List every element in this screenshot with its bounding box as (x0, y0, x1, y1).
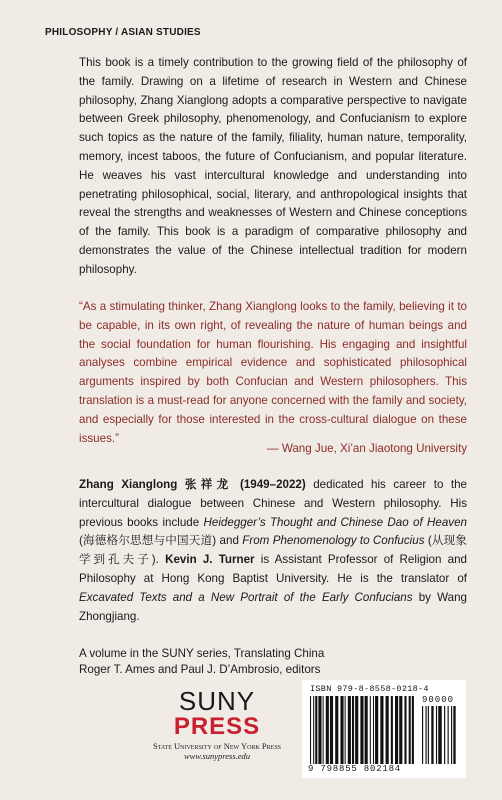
book-title-1: Heidegger’s Thought and Chinese Dao of Heaven (203, 515, 467, 529)
barcode-bar (444, 706, 445, 764)
barcode-bar (365, 696, 368, 764)
publisher-url: www.sunypress.edu (183, 751, 251, 761)
barcode-bar (399, 696, 402, 764)
barcode-bar (380, 696, 383, 764)
endorsement-quote: “As a stimulating thinker, Zhang Xianglong looks to the family, believing it to be capable, in its own right, of revealing the nature of human beings and the social foundation for human flourishing. His engaging and insightful analyses combine empirical evidence and sophisticated philosophical arguments inspired by both Confucian and Western philosophers. This translation is a must-read for anyone concerned with the family and society, and especially for those interested in the cross-cultural dialogue on these issues.” (79, 300, 467, 445)
publisher-logo (142, 688, 292, 761)
author-chinese-name: 张祥龙 (1949–2022) (177, 478, 306, 491)
barcode-bar (412, 696, 414, 764)
author-name: Zhang Xianglong (79, 478, 178, 491)
series-line: A volume in the SUNY series, Translating China (79, 647, 325, 660)
barcode-bar (428, 706, 429, 764)
book-title-2: From Phenomenology to Confucius (242, 534, 425, 548)
barcode-bar (422, 706, 423, 764)
barcode-bar (310, 696, 311, 764)
ean-digits: 9 798855 802184 (308, 764, 402, 774)
barcode-bar (330, 696, 333, 764)
barcode-bar (391, 696, 393, 764)
barcode-bar (370, 696, 371, 764)
price-code: 90000 (422, 695, 455, 705)
book-title-2-chinese: (从现象学到孔夫子). (79, 534, 468, 567)
category-label: PHILOSOPHY / ASIAN STUDIES (45, 27, 201, 38)
barcode-bar (355, 696, 358, 764)
barcode-bar (404, 696, 406, 764)
logo-suny: SUNY (178, 686, 256, 716)
barcode-bar (318, 696, 321, 764)
isbn-text: ISBN 979-8-8558-0218-4 (310, 684, 429, 694)
author-bio (79, 476, 467, 626)
barcode-bar (326, 696, 329, 764)
barcode-bar (453, 706, 455, 764)
barcode-bar (313, 696, 314, 764)
translator-name: Kevin J. Turner (165, 553, 255, 567)
book-title-1-chinese: (海德格尔思想与中国天道) and (79, 534, 243, 548)
barcode-bar (315, 696, 317, 764)
barcode-bar (360, 696, 363, 764)
logo-press: PRESS (173, 713, 261, 740)
barcode-bar (340, 696, 343, 764)
barcode-bar (348, 696, 351, 764)
book-description: This book is a timely contribution to the growing field of the philosophy of the family. Drawing on a lifetime of research in Western and Chinese philosophy, Zhang Xianglong adopts a comparative perspective to navigate between Greek philosophy, phenomenology, and Confucianism to explore such topics as the nature of the family, filiality, human nature, temporality, memory, incest taboos, the future of Confucianism, and popular literature. He weaves his vast intercultural knowledge and understanding into penetrating philosophical, social, literary, and anthropological insights that reveal the strengths and weaknesses of Western and Chinese conceptions of the family. This book is a paradigm of comparative philosophy and demonstrates the value of the Chinese intellectual tradition for modern philosophy. (79, 56, 467, 276)
barcode-bar (448, 706, 449, 764)
addon-barcode (422, 706, 460, 764)
series-editors: Roger T. Ames and Paul J. D’Ambrosio, editors (79, 663, 321, 676)
barcode-bar (386, 696, 389, 764)
barcode-bar (323, 696, 324, 764)
book-title-3: Excavated Texts and a New Portrait of the Early Confucians (79, 590, 413, 604)
bio-text-2: is Assistant Professor of Religion and Philosophy at Hong Kong Baptist University. He is the translator of (79, 553, 467, 585)
bio-text-1: dedicated his career to the intercultural dialogue between Chinese and Western philosophy. His previous books include (79, 478, 468, 529)
barcode-bar (436, 706, 437, 764)
barcode-bar (335, 696, 338, 764)
barcode-bar (451, 706, 452, 764)
barcode-bar (438, 706, 441, 764)
bio-text-3: by Wang Zhongjiang. (79, 590, 467, 623)
publisher-full-name: State University of New York Press (152, 741, 282, 751)
series-info (79, 646, 479, 678)
barcode-bar (409, 696, 411, 764)
ean-barcode (310, 696, 418, 764)
barcode-bar (431, 706, 433, 764)
barcode-bar (373, 696, 374, 764)
endorsement-attribution: — Wang Jue, Xi’an Jiaotong University (267, 442, 467, 455)
barcode-bar (375, 696, 378, 764)
barcode-bar (345, 696, 346, 764)
barcode-bar (425, 706, 426, 764)
barcode-bar (352, 696, 354, 764)
barcode-bar (395, 696, 398, 764)
barcode-area (302, 680, 466, 778)
